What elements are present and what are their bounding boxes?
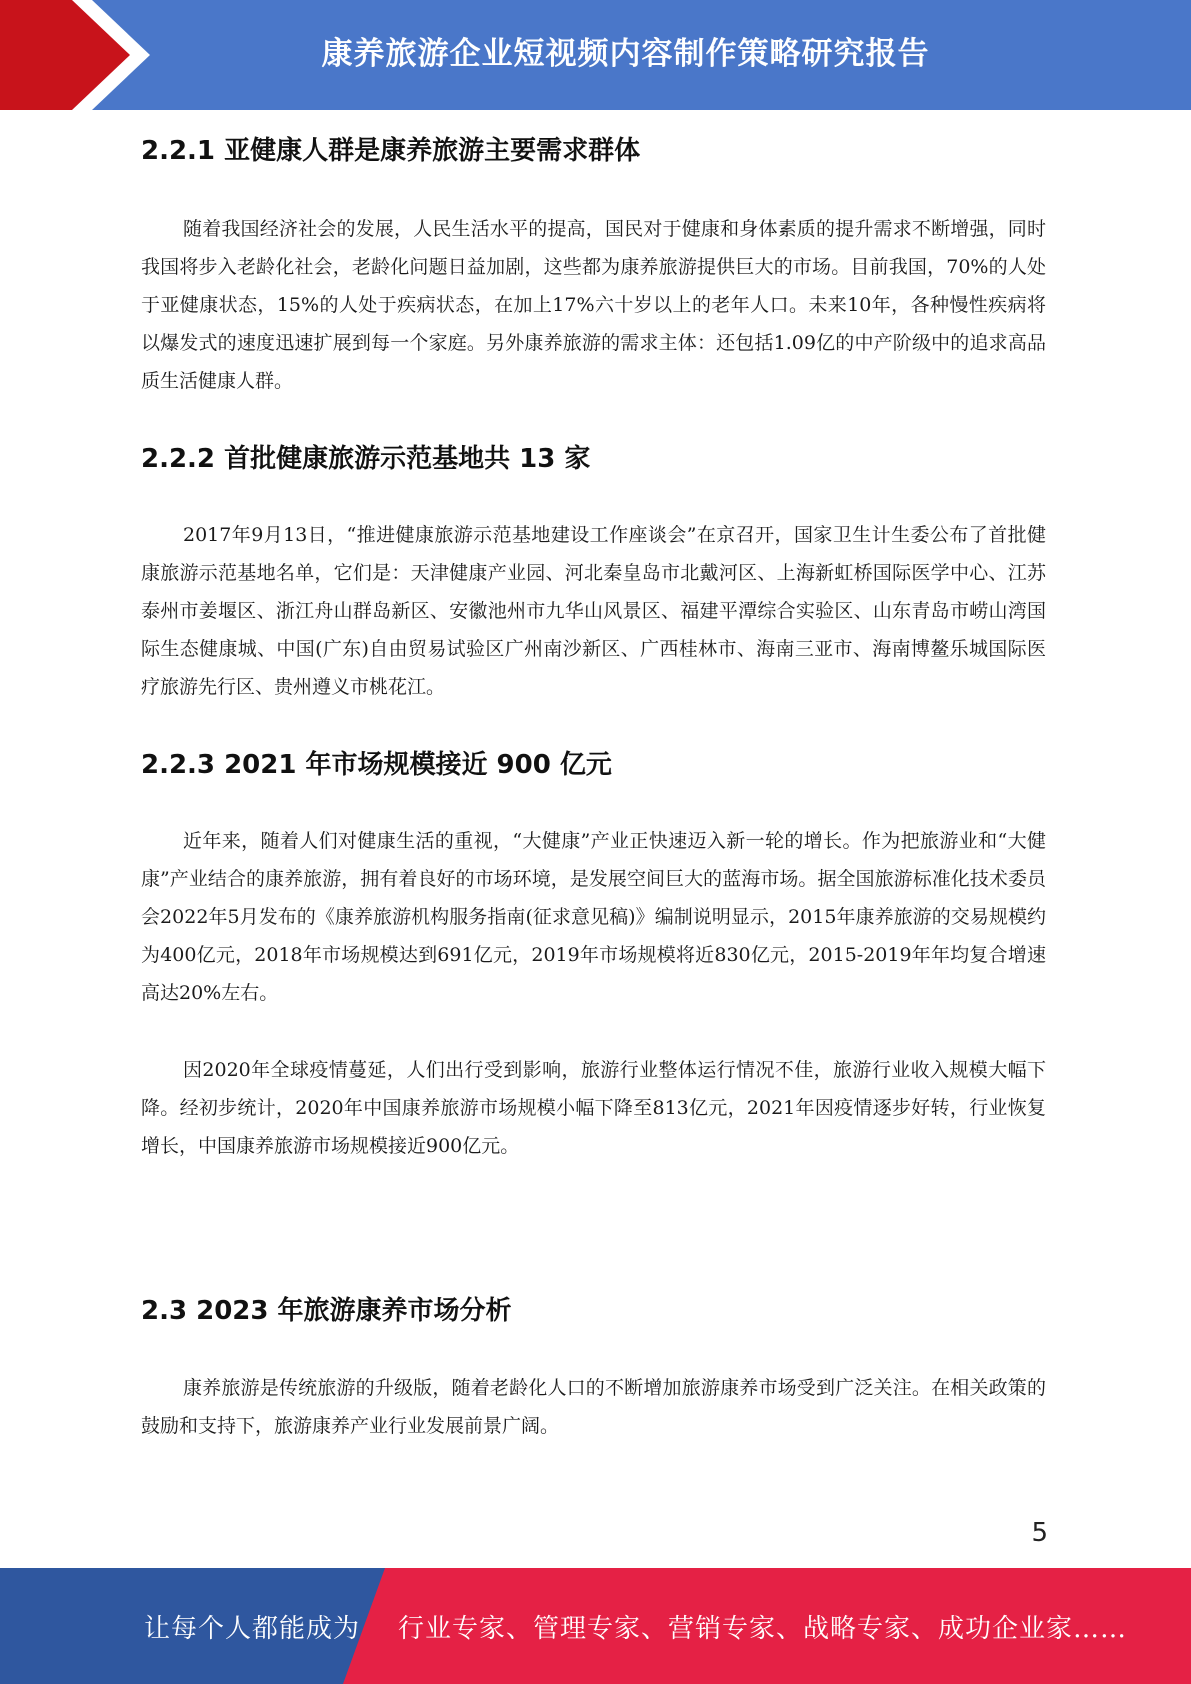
header-title: 康养旅游企业短视频内容制作策略研究报告 <box>321 35 930 72</box>
page-header <box>0 0 1191 110</box>
section-paragraph: 因2020年全球疫情蔓延，人们出行受到影响，旅游行业整体运行情况不佳，旅游行业收入规模大幅下降。经初步统计，2020年中国康养旅游市场规模小幅下降至813亿元，2021年因疫情逐步好转，行业恢复增长，中国康养旅游市场规模接近900亿元。 <box>141 1059 1046 1157</box>
section-paragraph: 康养旅游是传统旅游的升级版，随着老龄化人口的不断增加旅游康养市场受到广泛关注。在相关政策的鼓励和支持下，旅游康养产业行业发展前景广阔。 <box>141 1377 1046 1437</box>
header-red-chevron <box>0 0 130 110</box>
section-paragraph: 近年来，随着人们对健康生活的重视，“大健康”产业正快速迈入新一轮的增长。作为把旅游业和“大健康”产业结合的康养旅游，拥有着良好的市场环境，是发展空间巨大的蓝海市场。据全国旅游标准化技术委员会2022年5月发布的《康养旅游机构服务指南(征求意见稿)》编制说明显示，2015年康养旅游的交易规模约为400亿元，2018年市场规模达到691亿元，2019年市场规模将近830亿元，2015-2019年年均复合增速高达20%左右。 <box>141 830 1046 1004</box>
section-paragraph: 随着我国经济社会的发展，人民生活水平的提高，国民对于健康和身体素质的提升需求不断增强，同时我国将步入老龄化社会，老龄化问题日益加剧，这些都为康养旅游提供巨大的市场。目前我国，70%的人处于亚健康状态，15%的人处于疾病状态，在加上17%六十岁以上的老年人口。未来10年，各种慢性疾病将以爆发式的速度迅速扩展到每一个家庭。另外康养旅游的需求主体：还包括1.09亿的中产阶级中的追求高品质生活健康人群。 <box>141 218 1046 392</box>
page-number: 5 <box>1031 1518 1048 1548</box>
section-heading-2-2-2: 2.2.2 首批健康旅游示范基地共 13 家 <box>141 444 591 474</box>
section-heading-2-2-1: 2.2.1 亚健康人群是康养旅游主要需求群体 <box>141 136 641 166</box>
section-heading-2-3: 2.3 2023 年旅游康养市场分析 <box>141 1296 512 1326</box>
page-footer <box>0 1568 1191 1684</box>
section-heading-2-2-3: 2.2.3 2021 年市场规模接近 900 亿元 <box>141 750 612 780</box>
footer-slogan-right: 行业专家、管理专家、营销专家、战略专家、成功企业家…… <box>398 1613 1128 1644</box>
section-paragraph: 2017年9月13日，“推进健康旅游示范基地建设工作座谈会”在京召开，国家卫生计生委公布了首批健康旅游示范基地名单，它们是：天津健康产业园、河北秦皇岛市北戴河区、上海新虹桥国际医学中心、江苏泰州市姜堰区、浙江舟山群岛新区、安徽池州市九华山风景区、福建平潭综合实验区、山东青岛市崂山湾国际生态健康城、中国(广东)自由贸易试验区广州南沙新区、广西桂林市、海南三亚市、海南博鳌乐城国际医疗旅游先行区、贵州遵义市桃花江。 <box>141 524 1046 698</box>
footer-slogan-left: 让每个人都能成为 <box>144 1613 361 1644</box>
